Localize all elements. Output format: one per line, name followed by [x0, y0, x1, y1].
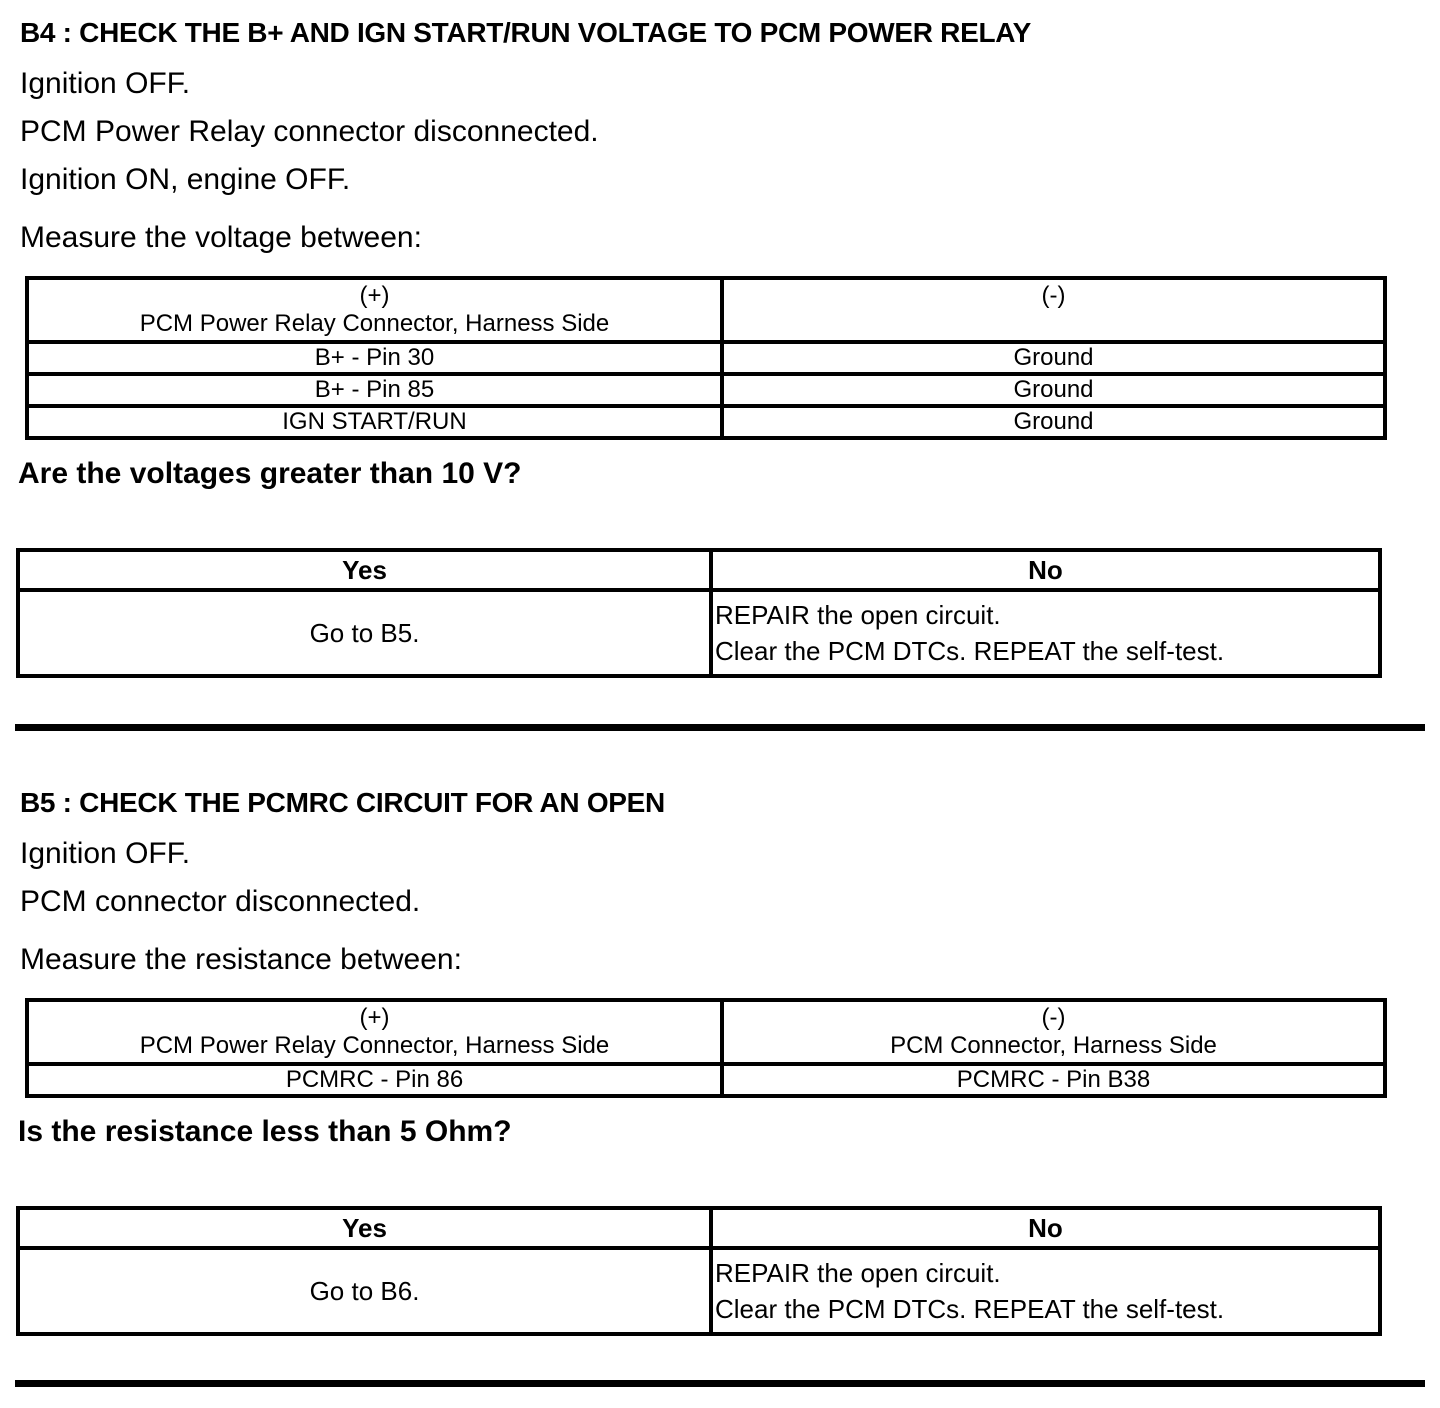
negative-pin-cell: PCMRC - Pin B38 — [722, 1064, 1385, 1096]
table-header-row — [27, 278, 1385, 342]
no-action-cell — [711, 1248, 1380, 1334]
no-action-line: REPAIR the open circuit. — [715, 1258, 1001, 1288]
section-b4-heading: B4 : CHECK THE B+ AND IGN START/RUN VOLTAGE TO PCM POWER RELAY — [20, 17, 1031, 48]
section-divider — [15, 724, 1425, 731]
no-action-line: Clear the PCM DTCs. REPEAT the self-test. — [715, 1294, 1225, 1324]
step-ignition-off: Ignition OFF. — [20, 837, 191, 870]
table-row — [27, 342, 1385, 374]
section-b4 — [0, 0, 1440, 678]
decision-table-b5 — [16, 1206, 1382, 1336]
negative-pin-cell: Ground — [722, 374, 1385, 406]
negative-header-cell — [722, 1000, 1385, 1064]
decision-table-b4 — [16, 548, 1382, 678]
negative-symbol: (-) — [1041, 282, 1066, 309]
positive-subheader: PCM Power Relay Connector, Harness Side — [139, 1032, 610, 1059]
negative-header-cell — [722, 278, 1385, 342]
positive-pin-cell: IGN START/RUN — [27, 406, 722, 438]
step-pcm-connector-disconnected: PCM connector disconnected. — [20, 885, 421, 918]
no-header: No — [711, 550, 1380, 590]
yes-header: Yes — [18, 550, 711, 590]
step-ignition-off: Ignition OFF. — [20, 67, 191, 100]
negative-symbol: (-) — [1041, 1004, 1066, 1031]
section-b5 — [0, 731, 1440, 1336]
measure-voltage-intro: Measure the voltage between: — [20, 221, 422, 254]
decision-body-row — [18, 590, 1380, 676]
positive-symbol: (+) — [359, 1004, 390, 1031]
decision-header-row — [18, 550, 1380, 590]
negative-pin-cell: Ground — [722, 342, 1385, 374]
resistance-measure-table — [25, 998, 1387, 1098]
section-b5-heading: B5 : CHECK THE PCMRC CIRCUIT FOR AN OPEN — [20, 787, 665, 818]
positive-header-cell — [27, 1000, 722, 1064]
no-action-cell — [711, 590, 1380, 676]
yes-header: Yes — [18, 1208, 711, 1248]
page-bottom-divider — [15, 1380, 1425, 1387]
positive-subheader: PCM Power Relay Connector, Harness Side — [139, 310, 610, 337]
positive-pin-cell: PCMRC - Pin 86 — [27, 1064, 722, 1096]
table-row — [27, 406, 1385, 438]
yes-action-cell: Go to B5. — [18, 590, 711, 676]
table-row — [27, 1064, 1385, 1096]
positive-pin-cell: B+ - Pin 85 — [27, 374, 722, 406]
decision-body-row — [18, 1248, 1380, 1334]
step-relay-connector-disconnected: PCM Power Relay connector disconnected. — [20, 115, 599, 148]
voltage-measure-table — [25, 276, 1387, 440]
yes-action-cell: Go to B6. — [18, 1248, 711, 1334]
table-header-row — [27, 1000, 1385, 1064]
positive-symbol: (+) — [359, 282, 390, 309]
decision-header-row — [18, 1208, 1380, 1248]
positive-header-cell — [27, 278, 722, 342]
negative-pin-cell: Ground — [722, 406, 1385, 438]
no-header: No — [711, 1208, 1380, 1248]
question-resistance: Is the resistance less than 5 Ohm? — [18, 1115, 512, 1148]
table-row — [27, 374, 1385, 406]
positive-pin-cell: B+ - Pin 30 — [27, 342, 722, 374]
no-action-line: Clear the PCM DTCs. REPEAT the self-test. — [715, 636, 1225, 666]
no-action-line: REPAIR the open circuit. — [715, 600, 1001, 630]
step-ignition-on-engine-off: Ignition ON, engine OFF. — [20, 163, 351, 196]
negative-subheader: PCM Connector, Harness Side — [890, 1032, 1217, 1059]
question-voltages: Are the voltages greater than 10 V? — [18, 457, 522, 490]
measure-resistance-intro: Measure the resistance between: — [20, 943, 462, 976]
